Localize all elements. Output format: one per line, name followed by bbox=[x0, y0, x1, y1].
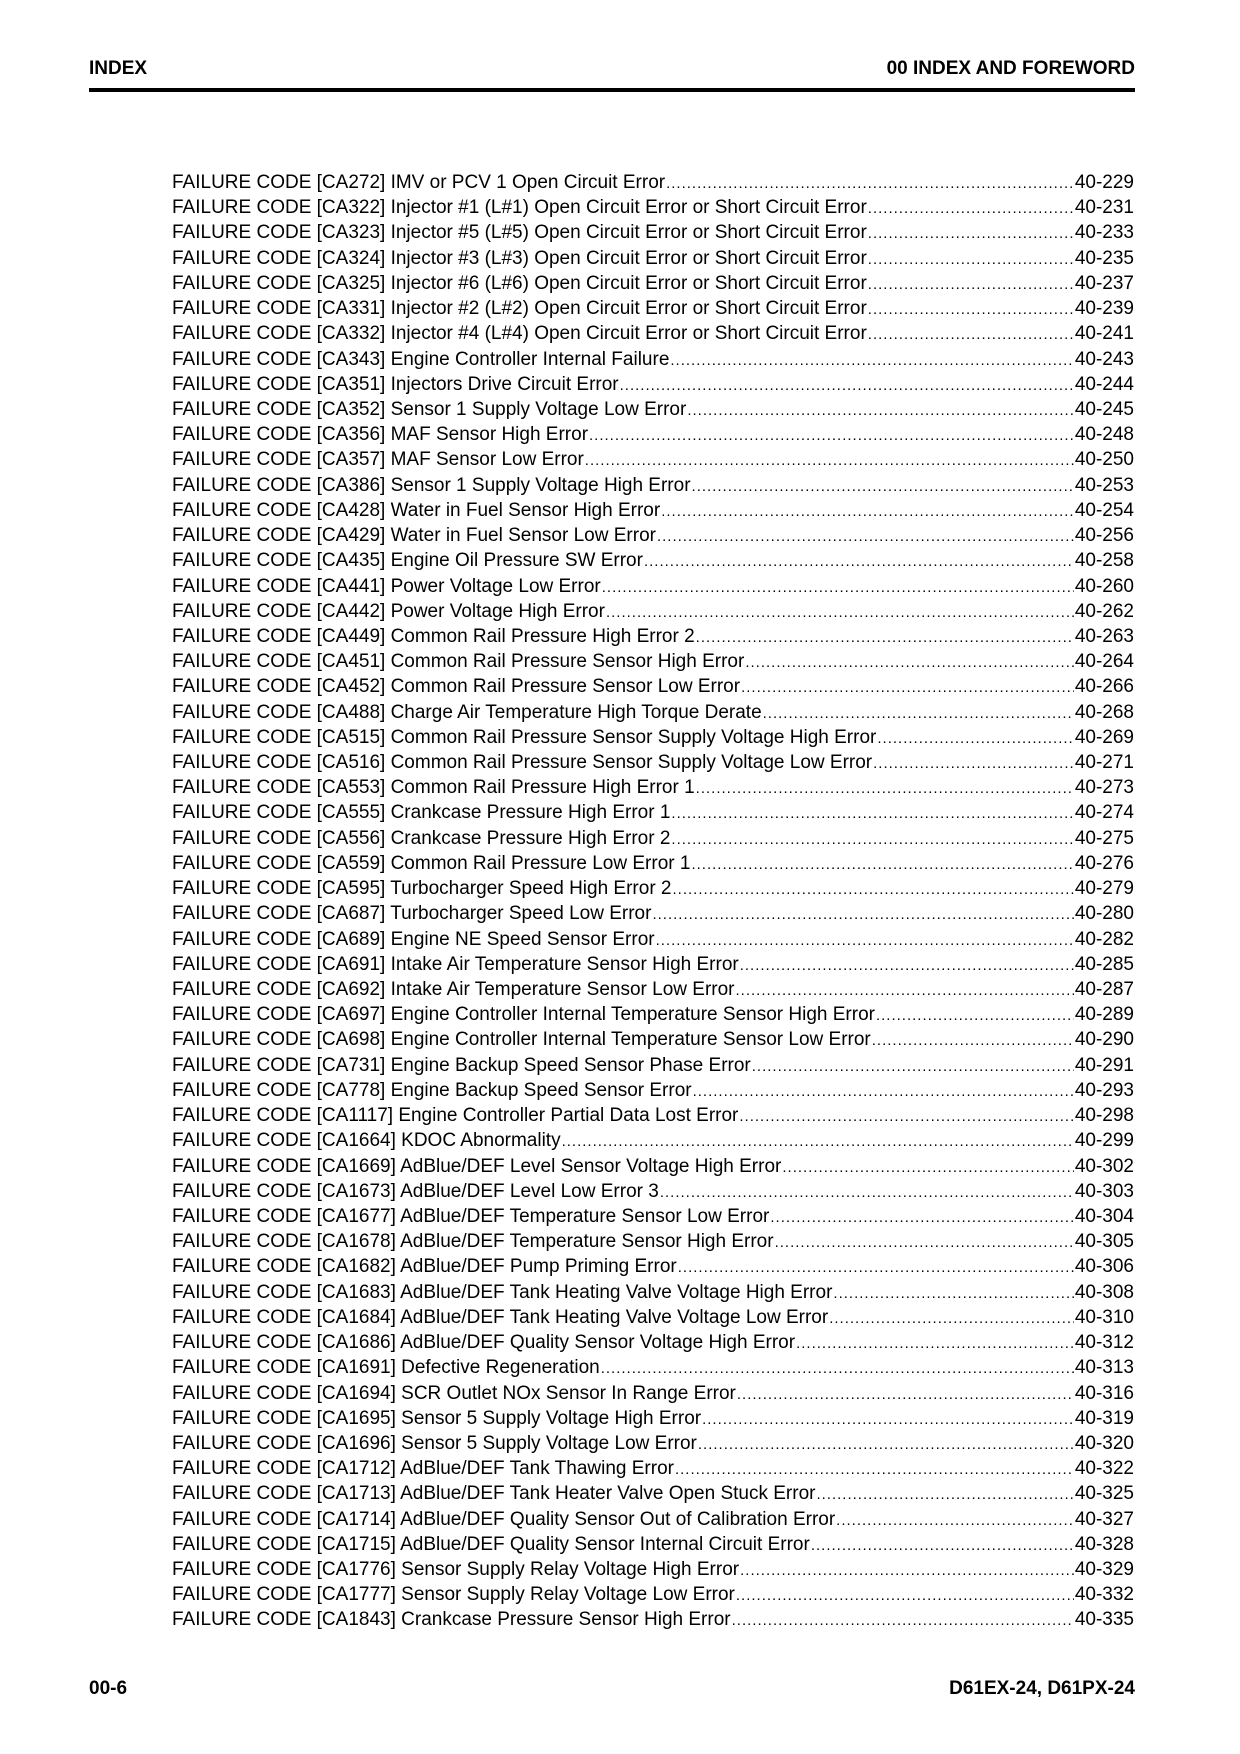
dot-leader bbox=[732, 1608, 1074, 1633]
index-entry-title: FAILURE CODE [CA1715] AdBlue/DEF Quality Sensor Internal Circuit Error bbox=[172, 1533, 810, 1555]
index-entry-title: FAILURE CODE [CA559] Common Rail Pressure Low Error 1 bbox=[172, 852, 691, 874]
index-entry[interactable] bbox=[172, 170, 1134, 195]
dot-leader bbox=[736, 1583, 1074, 1608]
index-entry-title: FAILURE CODE [CA428] Water in Fuel Sensor High Error bbox=[172, 499, 661, 521]
index-entry-title: FAILURE CODE [CA1677] AdBlue/DEF Temperature Sensor Low Error bbox=[172, 1205, 770, 1227]
dot-leader bbox=[796, 1331, 1074, 1356]
index-entry[interactable] bbox=[172, 674, 1134, 699]
dot-leader bbox=[696, 776, 1074, 801]
index-entry-page: 40-250 bbox=[1074, 449, 1134, 471]
dot-leader bbox=[675, 1457, 1074, 1482]
index-entry[interactable] bbox=[172, 927, 1134, 952]
dot-leader bbox=[673, 877, 1074, 902]
index-entry-title: FAILURE CODE [CA324] Injector #3 (L#3) Open Circuit Error or Short Circuit Error bbox=[172, 247, 867, 269]
index-entry-page: 40-248 bbox=[1074, 424, 1134, 446]
index-entry-page: 40-316 bbox=[1074, 1382, 1134, 1404]
index-entry-title: FAILURE CODE [CA357] MAF Sensor Low Error bbox=[172, 449, 584, 471]
index-entry-title: FAILURE CODE [CA687] Turbocharger Speed Low Error bbox=[172, 903, 652, 925]
index-entry-page: 40-254 bbox=[1074, 499, 1134, 521]
index-entry-page: 40-302 bbox=[1074, 1155, 1134, 1177]
dot-leader bbox=[620, 373, 1074, 398]
index-entry-title: FAILURE CODE [CA1678] AdBlue/DEF Temperature Sensor High Error bbox=[172, 1231, 774, 1253]
index-entry[interactable] bbox=[172, 1507, 1134, 1532]
index-entry[interactable] bbox=[172, 246, 1134, 271]
index-entry[interactable] bbox=[172, 775, 1134, 800]
index-entry[interactable] bbox=[172, 1431, 1134, 1456]
index-entry-page: 40-293 bbox=[1074, 1079, 1134, 1101]
index-entry-title: FAILURE CODE [CA352] Sensor 1 Supply Voltage Low Error bbox=[172, 398, 687, 420]
index-entry-title: FAILURE CODE [CA515] Common Rail Pressure Sensor Supply Voltage High Error bbox=[172, 726, 877, 748]
index-entry-page: 40-329 bbox=[1074, 1559, 1134, 1581]
index-entry-page: 40-287 bbox=[1074, 979, 1134, 1000]
index-entry-page: 40-235 bbox=[1074, 247, 1134, 269]
dot-leader bbox=[829, 1306, 1074, 1331]
index-entry-page: 40-313 bbox=[1074, 1357, 1134, 1379]
index-entry-title: FAILURE CODE [CA441] Power Voltage Low Error bbox=[172, 575, 601, 597]
index-entry-page: 40-322 bbox=[1074, 1458, 1134, 1480]
index-entry[interactable] bbox=[172, 296, 1134, 321]
index-entry-page: 40-335 bbox=[1074, 1609, 1134, 1631]
index-entry-page: 40-229 bbox=[1074, 172, 1134, 193]
index-entry[interactable] bbox=[172, 347, 1134, 372]
index-entry-title: FAILURE CODE [CA1686] AdBlue/DEF Quality Sensor Voltage High Error bbox=[172, 1332, 796, 1354]
dot-leader bbox=[693, 1079, 1074, 1104]
index-entry-title: FAILURE CODE [CA692] Intake Air Temperature Sensor Low Error bbox=[172, 979, 735, 1000]
dot-leader bbox=[671, 801, 1073, 826]
index-entry-title: FAILURE CODE [CA1714] AdBlue/DEF Quality Sensor Out of Calibration Error bbox=[172, 1508, 836, 1530]
index-entry-page: 40-308 bbox=[1074, 1281, 1134, 1303]
index-entry[interactable] bbox=[172, 447, 1134, 472]
index-entry-title: FAILURE CODE [CA1684] AdBlue/DEF Tank Heating Valve Voltage Low Error bbox=[172, 1306, 829, 1328]
index-entry[interactable] bbox=[172, 220, 1134, 245]
index-entry-page: 40-243 bbox=[1074, 348, 1134, 370]
index-entry[interactable] bbox=[172, 750, 1134, 775]
index-entry[interactable] bbox=[172, 498, 1134, 523]
dot-leader bbox=[737, 1382, 1074, 1407]
index-entry-page: 40-244 bbox=[1074, 373, 1134, 395]
dot-leader bbox=[740, 953, 1074, 978]
index-entry-title: FAILURE CODE [CA1843] Crankcase Pressure Sensor High Error bbox=[172, 1609, 731, 1631]
index-entry-page: 40-290 bbox=[1074, 1029, 1134, 1051]
dot-leader bbox=[877, 726, 1073, 751]
index-entry-title: FAILURE CODE [CA555] Crankcase Pressure High Error 1 bbox=[172, 802, 671, 824]
index-entry-page: 40-231 bbox=[1074, 197, 1134, 219]
index-entry-page: 40-310 bbox=[1074, 1306, 1134, 1328]
index-entry-page: 40-241 bbox=[1074, 323, 1134, 345]
index-entry[interactable] bbox=[172, 321, 1134, 346]
index-entry[interactable] bbox=[172, 876, 1134, 901]
index-entry-title: FAILURE CODE [CA325] Injector #6 (L#6) Open Circuit Error or Short Circuit Error bbox=[172, 272, 867, 294]
dot-leader bbox=[775, 1230, 1074, 1255]
dot-leader bbox=[589, 423, 1074, 448]
index-entry-page: 40-262 bbox=[1074, 600, 1134, 622]
index-entry-page: 40-299 bbox=[1074, 1130, 1134, 1152]
index-entry-title: FAILURE CODE [CA553] Common Rail Pressure High Error 1 bbox=[172, 777, 695, 799]
index-entry[interactable] bbox=[172, 1557, 1134, 1582]
index-entry-title: FAILURE CODE [CA1776] Sensor Supply Relay Voltage High Error bbox=[172, 1559, 740, 1581]
index-list bbox=[172, 170, 1134, 1633]
index-entry-title: FAILURE CODE [CA322] Injector #1 (L#1) Open Circuit Error or Short Circuit Error bbox=[172, 197, 867, 219]
index-entry[interactable] bbox=[172, 1254, 1134, 1279]
page-header bbox=[89, 56, 1135, 92]
index-entry-page: 40-263 bbox=[1074, 625, 1134, 647]
dot-leader bbox=[666, 171, 1074, 196]
index-entry[interactable] bbox=[172, 599, 1134, 624]
index-entry[interactable] bbox=[172, 397, 1134, 422]
index-entry-page: 40-256 bbox=[1074, 525, 1134, 547]
index-entry-title: FAILURE CODE [CA556] Crankcase Pressure High Error 2 bbox=[172, 827, 671, 849]
index-entry-title: FAILURE CODE [CA1664] KDOC Abnormality bbox=[172, 1130, 561, 1152]
dot-leader bbox=[868, 196, 1074, 221]
index-entry-page: 40-264 bbox=[1074, 651, 1134, 673]
dot-leader bbox=[585, 448, 1074, 473]
index-entry-page: 40-328 bbox=[1074, 1533, 1134, 1555]
index-entry[interactable] bbox=[172, 195, 1134, 220]
index-entry-page: 40-332 bbox=[1074, 1584, 1134, 1606]
page-footer bbox=[89, 1678, 1135, 1708]
index-entry-page: 40-289 bbox=[1074, 1004, 1134, 1026]
index-entry-title: FAILURE CODE [CA449] Common Rail Pressure High Error 2 bbox=[172, 625, 695, 647]
index-entry[interactable] bbox=[172, 1305, 1134, 1330]
index-entry-title: FAILURE CODE [CA272] IMV or PCV 1 Open Circuit Error bbox=[172, 172, 666, 193]
dot-leader bbox=[868, 221, 1074, 246]
dot-leader bbox=[702, 1407, 1074, 1432]
dot-leader bbox=[601, 1356, 1074, 1381]
index-entry[interactable] bbox=[172, 422, 1134, 447]
index-entry[interactable] bbox=[172, 1128, 1134, 1153]
index-entry[interactable] bbox=[172, 1002, 1134, 1027]
dot-leader bbox=[692, 474, 1074, 499]
index-entry-title: FAILURE CODE [CA343] Engine Controller Internal Failure bbox=[172, 348, 670, 370]
index-entry[interactable] bbox=[172, 1355, 1134, 1380]
index-entry[interactable] bbox=[172, 271, 1134, 296]
index-entry-title: FAILURE CODE [CA1696] Sensor 5 Supply Voltage Low Error bbox=[172, 1432, 697, 1454]
index-entry-page: 40-276 bbox=[1074, 852, 1134, 874]
index-entry[interactable] bbox=[172, 901, 1134, 926]
dot-leader bbox=[670, 348, 1073, 373]
index-entry[interactable] bbox=[172, 1204, 1134, 1229]
index-entry-title: FAILURE CODE [CA435] Engine Oil Pressure SW Error bbox=[172, 550, 643, 572]
index-entry[interactable] bbox=[172, 649, 1134, 674]
index-entry[interactable] bbox=[172, 1330, 1134, 1355]
dot-leader bbox=[698, 1432, 1074, 1457]
index-entry-title: FAILURE CODE [CA731] Engine Backup Speed Sensor Phase Error bbox=[172, 1054, 751, 1076]
index-entry-page: 40-268 bbox=[1074, 701, 1134, 723]
dot-leader bbox=[652, 902, 1073, 927]
index-entry-title: FAILURE CODE [CA442] Power Voltage High Error bbox=[172, 600, 605, 622]
index-entry-title: FAILURE CODE [CA1694] SCR Outlet NOx Sensor In Range Error bbox=[172, 1382, 736, 1404]
dot-leader bbox=[661, 499, 1074, 524]
index-entry-page: 40-260 bbox=[1074, 575, 1134, 597]
index-entry-page: 40-233 bbox=[1074, 222, 1134, 244]
index-entry-page: 40-245 bbox=[1074, 398, 1134, 420]
index-entry-page: 40-282 bbox=[1074, 928, 1134, 950]
index-entry[interactable] bbox=[172, 523, 1134, 548]
index-entry[interactable] bbox=[172, 574, 1134, 599]
index-entry[interactable] bbox=[172, 624, 1134, 649]
dot-leader bbox=[660, 1180, 1074, 1205]
index-entry-title: FAILURE CODE [CA356] MAF Sensor High Error bbox=[172, 424, 589, 446]
index-entry[interactable] bbox=[172, 1381, 1134, 1406]
index-entry[interactable] bbox=[172, 826, 1134, 851]
index-entry-page: 40-319 bbox=[1074, 1407, 1134, 1429]
index-entry-title: FAILURE CODE [CA1777] Sensor Supply Relay Voltage Low Error bbox=[172, 1584, 735, 1606]
index-entry[interactable] bbox=[172, 700, 1134, 725]
index-entry[interactable] bbox=[172, 473, 1134, 498]
dot-leader bbox=[868, 297, 1074, 322]
dot-leader bbox=[736, 978, 1074, 1003]
dot-leader bbox=[562, 1129, 1074, 1154]
index-entry-page: 40-312 bbox=[1074, 1332, 1134, 1354]
index-entry-page: 40-298 bbox=[1074, 1105, 1134, 1127]
dot-leader bbox=[739, 1104, 1073, 1129]
index-entry-page: 40-304 bbox=[1074, 1205, 1134, 1227]
dot-leader bbox=[816, 1482, 1073, 1507]
index-entry[interactable] bbox=[172, 952, 1134, 977]
index-entry-page: 40-280 bbox=[1074, 903, 1134, 925]
dot-leader bbox=[740, 1558, 1074, 1583]
header-section-label: INDEX bbox=[89, 58, 148, 79]
index-entry-title: FAILURE CODE [CA1695] Sensor 5 Supply Voltage High Error bbox=[172, 1407, 702, 1429]
index-entry-title: FAILURE CODE [CA1682] AdBlue/DEF Pump Priming Error bbox=[172, 1256, 677, 1278]
index-entry-title: FAILURE CODE [CA595] Turbocharger Speed High Error 2 bbox=[172, 878, 672, 900]
dot-leader bbox=[752, 1054, 1074, 1079]
index-entry-title: FAILURE CODE [CA351] Injectors Drive Circuit Error bbox=[172, 373, 619, 395]
page-number: 00-6 bbox=[89, 1678, 128, 1699]
dot-leader bbox=[868, 247, 1074, 272]
dot-leader bbox=[745, 650, 1074, 675]
index-entry-page: 40-237 bbox=[1074, 272, 1134, 294]
index-entry[interactable] bbox=[172, 1229, 1134, 1254]
dot-leader bbox=[833, 1281, 1073, 1306]
index-entry[interactable] bbox=[172, 1027, 1134, 1052]
index-entry[interactable] bbox=[172, 851, 1134, 876]
dot-leader bbox=[782, 1155, 1073, 1180]
index-entry-title: FAILURE CODE [CA1712] AdBlue/DEF Tank Thawing Error bbox=[172, 1458, 674, 1480]
model-designation: D61EX-24, D61PX-24 bbox=[949, 1678, 1135, 1699]
index-entry[interactable] bbox=[172, 372, 1134, 397]
index-entry-title: FAILURE CODE [CA429] Water in Fuel Sensor Low Error bbox=[172, 525, 656, 547]
index-entry[interactable] bbox=[172, 1053, 1134, 1078]
index-entry-title: FAILURE CODE [CA323] Injector #5 (L#5) Open Circuit Error or Short Circuit Error bbox=[172, 222, 867, 244]
dot-leader bbox=[691, 852, 1073, 877]
dot-leader bbox=[876, 1003, 1074, 1028]
dot-leader bbox=[872, 1028, 1074, 1053]
dot-leader bbox=[696, 625, 1074, 650]
index-entry[interactable] bbox=[172, 1532, 1134, 1557]
index-entry-title: FAILURE CODE [CA691] Intake Air Temperature Sensor High Error bbox=[172, 953, 739, 975]
index-entry-page: 40-258 bbox=[1074, 550, 1134, 572]
index-entry[interactable] bbox=[172, 1154, 1134, 1179]
dot-leader bbox=[763, 701, 1074, 726]
index-entry[interactable] bbox=[172, 548, 1134, 573]
index-entry[interactable] bbox=[172, 1481, 1134, 1506]
index-entry-page: 40-239 bbox=[1074, 298, 1134, 320]
index-entry-page: 40-273 bbox=[1074, 777, 1134, 799]
index-entry-title: FAILURE CODE [CA452] Common Rail Pressure Sensor Low Error bbox=[172, 676, 741, 698]
index-entry-page: 40-253 bbox=[1074, 474, 1134, 496]
index-entry-page: 40-271 bbox=[1074, 752, 1134, 774]
index-entry-title: FAILURE CODE [CA332] Injector #4 (L#4) Open Circuit Error or Short Circuit Error bbox=[172, 323, 867, 345]
index-entry-title: FAILURE CODE [CA1669] AdBlue/DEF Level Sensor Voltage High Error bbox=[172, 1155, 782, 1177]
dot-leader bbox=[656, 928, 1074, 953]
index-entry-title: FAILURE CODE [CA516] Common Rail Pressure Sensor Supply Voltage Low Error bbox=[172, 752, 873, 774]
dot-leader bbox=[811, 1533, 1074, 1558]
dot-leader bbox=[602, 575, 1074, 600]
index-entry[interactable] bbox=[172, 977, 1134, 1002]
index-entry-title: FAILURE CODE [CA698] Engine Controller Internal Temperature Sensor Low Error bbox=[172, 1029, 871, 1051]
index-entry-page: 40-306 bbox=[1074, 1256, 1134, 1278]
index-entry[interactable] bbox=[172, 1582, 1134, 1607]
dot-leader bbox=[678, 1255, 1074, 1280]
index-entry-title: FAILURE CODE [CA1691] Defective Regeneration bbox=[172, 1357, 600, 1379]
index-entry-title: FAILURE CODE [CA451] Common Rail Pressure Sensor High Error bbox=[172, 651, 745, 673]
dot-leader bbox=[873, 751, 1074, 776]
index-entry-title: FAILURE CODE [CA1117] Engine Controller Partial Data Lost Error bbox=[172, 1105, 739, 1127]
index-entry-page: 40-325 bbox=[1074, 1483, 1134, 1505]
dot-leader bbox=[657, 524, 1074, 549]
index-entry-page: 40-285 bbox=[1074, 953, 1134, 975]
index-entry-title: FAILURE CODE [CA488] Charge Air Temperature High Torque Derate bbox=[172, 701, 762, 723]
index-entry[interactable] bbox=[172, 725, 1134, 750]
dot-leader bbox=[644, 549, 1074, 574]
index-entry-title: FAILURE CODE [CA331] Injector #2 (L#2) Open Circuit Error or Short Circuit Error bbox=[172, 298, 867, 320]
index-entry-title: FAILURE CODE [CA1673] AdBlue/DEF Level Low Error 3 bbox=[172, 1180, 659, 1202]
index-entry[interactable] bbox=[172, 800, 1134, 825]
index-entry[interactable] bbox=[172, 1103, 1134, 1128]
index-entry-page: 40-320 bbox=[1074, 1432, 1134, 1454]
index-entry-page: 40-305 bbox=[1074, 1231, 1134, 1253]
index-entry-page: 40-327 bbox=[1074, 1508, 1134, 1530]
index-entry-page: 40-291 bbox=[1074, 1054, 1134, 1076]
index-entry-title: FAILURE CODE [CA1683] AdBlue/DEF Tank Heating Valve Voltage High Error bbox=[172, 1281, 833, 1303]
index-entry-page: 40-266 bbox=[1074, 676, 1134, 698]
index-entry-page: 40-274 bbox=[1074, 802, 1134, 824]
index-entry[interactable] bbox=[172, 1280, 1134, 1305]
index-entry-title: FAILURE CODE [CA1713] AdBlue/DEF Tank Heater Valve Open Stuck Error bbox=[172, 1483, 816, 1505]
header-chapter-title: 00 INDEX AND FOREWORD bbox=[886, 58, 1135, 79]
index-entry-title: FAILURE CODE [CA697] Engine Controller Internal Temperature Sensor High Error bbox=[172, 1004, 875, 1026]
index-entry[interactable] bbox=[172, 1078, 1134, 1103]
dot-leader bbox=[770, 1205, 1073, 1230]
dot-leader bbox=[868, 272, 1074, 297]
dot-leader bbox=[836, 1508, 1074, 1533]
index-entry-title: FAILURE CODE [CA386] Sensor 1 Supply Voltage High Error bbox=[172, 474, 691, 496]
index-entry-title: FAILURE CODE [CA778] Engine Backup Speed Sensor Error bbox=[172, 1079, 692, 1101]
dot-leader bbox=[606, 600, 1074, 625]
dot-leader bbox=[671, 827, 1073, 852]
dot-leader bbox=[868, 322, 1074, 347]
index-entry-title: FAILURE CODE [CA689] Engine NE Speed Sensor Error bbox=[172, 928, 655, 950]
index-entry[interactable] bbox=[172, 1179, 1134, 1204]
index-entry[interactable] bbox=[172, 1607, 1134, 1632]
index-entry-page: 40-275 bbox=[1074, 827, 1134, 849]
index-entry[interactable] bbox=[172, 1406, 1134, 1431]
dot-leader bbox=[741, 675, 1074, 700]
dot-leader bbox=[687, 398, 1074, 423]
index-entry-page: 40-269 bbox=[1074, 726, 1134, 748]
index-entry[interactable] bbox=[172, 1456, 1134, 1481]
index-entry-page: 40-279 bbox=[1074, 878, 1134, 900]
index-entry-page: 40-303 bbox=[1074, 1180, 1134, 1202]
